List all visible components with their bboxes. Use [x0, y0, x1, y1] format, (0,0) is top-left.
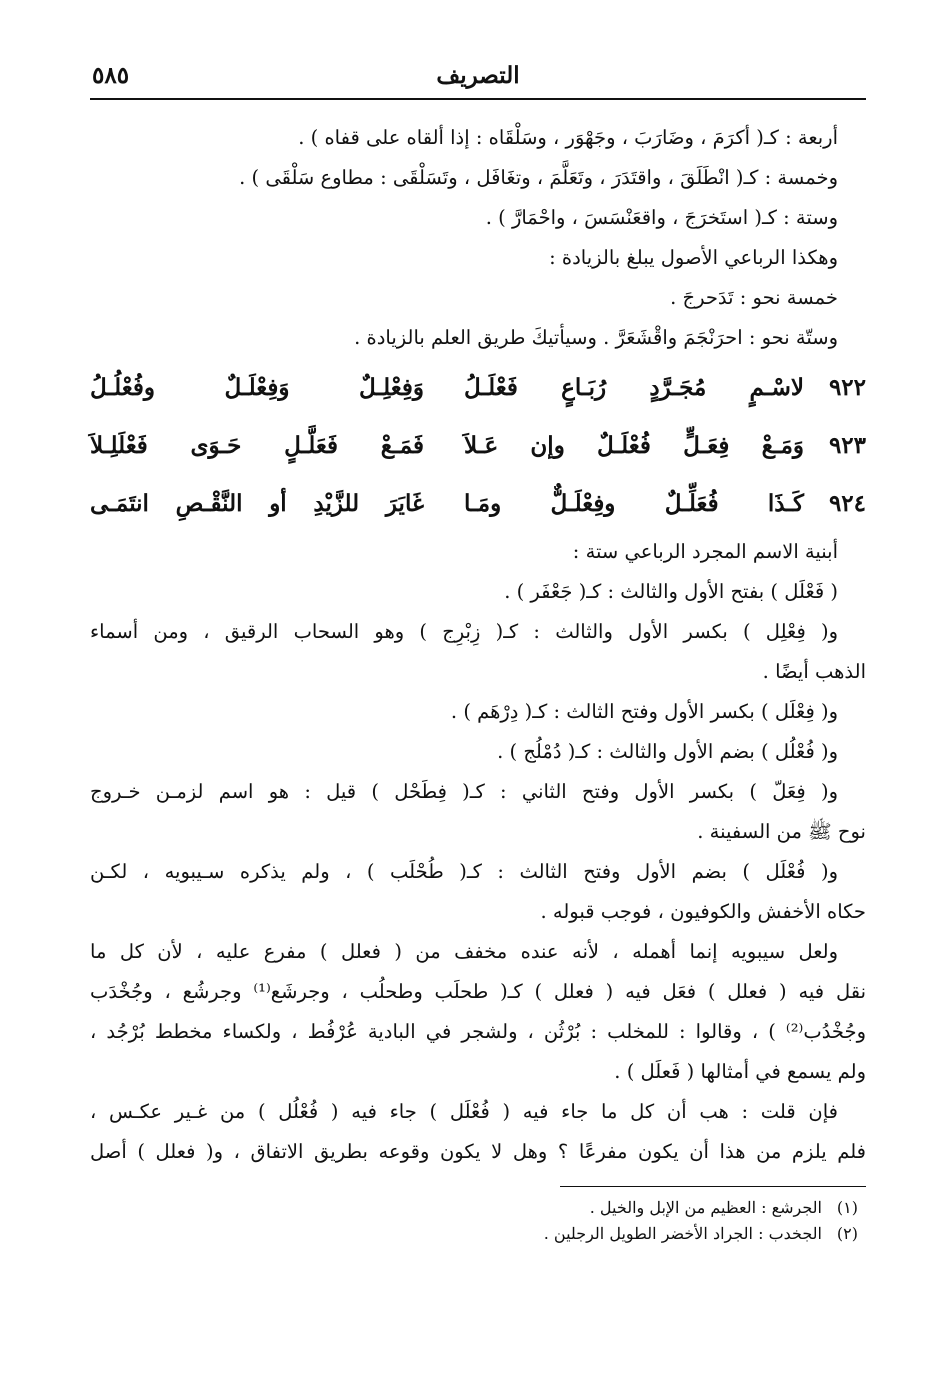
page-number: ٥٨٥: [92, 62, 130, 89]
verse-number: ٩٢٤: [828, 489, 866, 517]
verse-second-hemistich: وَفِعْلِـلٌ وَفِعْلَـلٌ وفُعْلُـلُ: [90, 373, 424, 401]
verse-922: [90, 358, 866, 416]
verse-first-hemistich: كَـذَا فُعَلِّـلٌ وفِعْلَـلٌّ ومَـا: [464, 489, 804, 517]
footnote-1: [90, 1195, 866, 1221]
explanation-line: أبنية الاسم المجرد الرباعي ستة :: [572, 540, 838, 563]
paragraph-line: وستة : كـ( استَخرَجَ ، واقعَنْسَسَ ، واحْمَارَّ ) .: [485, 206, 838, 229]
verse-first-hemistich: لاسْـمٍ مُجَـرَّدٍ رُبَـاعٍ فَعْلَـلُ: [464, 373, 804, 401]
paragraph-line: وهكذا الرباعي الأصول يبلغ بالزيادة :: [549, 246, 838, 269]
explanation-line: ولم يسمع في أمثالها ( فَعلَل ) .: [614, 1060, 866, 1083]
explanation-line: الذهب أيضًا .: [762, 660, 866, 683]
explanation-line: حكاه الأخفش والكوفيون ، فوجب قبوله .: [540, 900, 866, 923]
verse-second-hemistich: غَايَرَ للزَّيْدِ أو النَّقْـصِ انتَمَـى: [90, 489, 424, 517]
page-header: [90, 60, 866, 100]
paragraph-line: وخمسة : كـ( انْطَلَقَ ، واقتَدَرَ ، وتَعَلَّمَ ، وتغَافَل ، وتَسَلْقَى : مطاوع سَلْقَى ) .: [239, 166, 838, 189]
explanation-line: و( فِعَلّ ) بكسر الأول وفتح الثاني : كـ( فِطَحْل ) قيل : هو اسم لزمـن خـروج: [90, 780, 838, 803]
explanation-line: ولعل سيبويه إنما أهمله ، لأنه عنده مخفف من ( فعلل ) مفرع عليه ، لأن كل ما: [90, 940, 838, 963]
explanation-line: نقل فيه ( فعلل ) فعَل فيه ( فعلل ) كـ( طحلَب وطحلُب ، وجرشَع⁽¹⁾ وجرشُع ، وجُخْدَب: [90, 980, 866, 1003]
chapter-title: التصريف: [436, 62, 520, 89]
document-page: [90, 60, 866, 1247]
verse-second-hemistich: فَمَـعْ فَعَلَّـلٍ حَـوَى فَعْلَلِـلاَ: [90, 431, 424, 459]
footnote-2: [90, 1221, 866, 1247]
explanation-line: و( فُعْلُل ) بضم الأول والثالث : كـ( دُمْلُج ) .: [497, 740, 838, 763]
footnote-separator: [560, 1186, 866, 1187]
paragraph-line: أربعة : كـ( أكرَمَ ، وضَارَبَ ، وجَهْوَر ، وسَلْقَاه : إذا ألقاه على قفاه ) .: [298, 126, 838, 149]
explanation-line: نوح ﷺ من السفينة .: [697, 820, 866, 843]
explanation-text: [90, 532, 866, 1172]
footnote-text: الجرشع : العظيم من الإبل والخيل .: [589, 1198, 822, 1217]
paragraph-line: خمسة نحو : تَدَحرجَ .: [670, 286, 838, 309]
explanation-line: ( فَعْلَل ) بفتح الأول والثالث : كـ( جَعْفَر ) .: [504, 580, 838, 603]
paragraph-line: وستّة نحو : احرَنْجَمَ واقْشَعَرَّ . وسيأتيكَ طريق العلم بالزيادة .: [354, 326, 838, 349]
explanation-line: وجُخْدُب⁽²⁾ ) ، وقالوا : للمخلب : بُرْثُن ، ولشجر في البادية عُرْفُط ، ولكساء مخطط بُرْجُد ،: [90, 1020, 866, 1043]
verse-923: [90, 416, 866, 474]
explanation-line: فإن قلت : هب أن كل ما جاء فيه ( فُعْلَل ) جاء فيه ( فُعْلُل ) من غـير عكـس ،: [90, 1100, 838, 1123]
footnote-number: (٢): [836, 1224, 858, 1243]
verse-number: ٩٢٢: [828, 373, 866, 401]
verse-924: [90, 474, 866, 532]
footnote-number: (١): [836, 1198, 858, 1217]
explanation-line: و( فِعْلَل ) بكسر الأول وفتح الثالث : كـ( دِرْهَم ) .: [450, 700, 838, 723]
explanation-line: و( فُعْلَل ) بضم الأول وفتح الثالث : كـ( طُحْلَب ) ، ولم يذكره سـيبويه ، لكـن: [90, 860, 838, 883]
page-body: [90, 118, 866, 1247]
footnote-text: الجخدب : الجراد الأخضر الطويل الرجلين .: [543, 1224, 822, 1243]
verse-number: ٩٢٣: [828, 431, 866, 459]
explanation-line: فلم يلزم من هذا أن يكون مفرعًا ؟ وهل لا يكون وقوعه بطريق الاتفاق ، و( فعلل ) أصل: [90, 1140, 866, 1163]
explanation-line: و( فِعْلِل ) بكسر الأول والثالث : كـ( زِبْرِج ) وهو السحاب الرقيق ، ومن أسماء: [90, 620, 838, 643]
verse-first-hemistich: وَمَـعْ فِعَـلٍّ فُعْلَـلٌ وإن عَـلاَ: [464, 431, 804, 459]
